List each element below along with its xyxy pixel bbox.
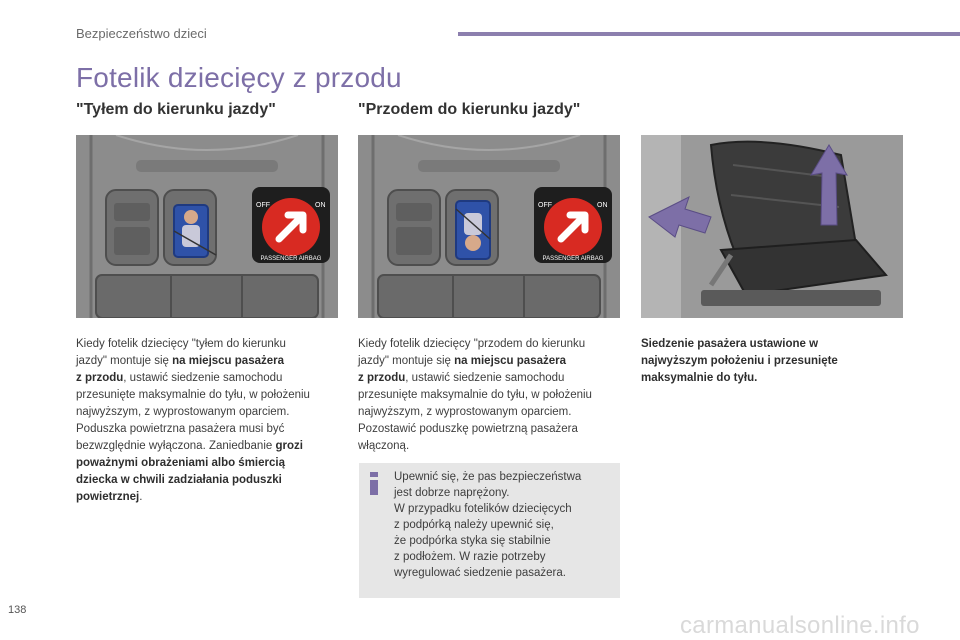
text-line bbox=[76, 353, 338, 370]
text-line bbox=[358, 387, 620, 404]
text-run: Poduszka powietrzna pasażera musi być bbox=[76, 423, 285, 435]
bold-run: na miejscu pasażera bbox=[454, 355, 567, 367]
text-line bbox=[358, 438, 620, 455]
car-interior-rear-facing-svg bbox=[76, 135, 338, 318]
illustration-forward-facing bbox=[358, 135, 620, 318]
airbag-off-icon bbox=[252, 187, 330, 263]
text-seat-caption bbox=[641, 336, 903, 387]
text-run: Pozostawić poduszkę powietrzną pasażera bbox=[358, 423, 578, 435]
info-line: z podpórką należy upewnić się, bbox=[394, 519, 554, 531]
text-line bbox=[76, 387, 338, 404]
airbag-off-label: OFF bbox=[256, 202, 270, 209]
text-run: . bbox=[139, 491, 143, 503]
text-line bbox=[358, 336, 620, 353]
airbag-on-icon bbox=[534, 187, 612, 263]
info-line: Upewnić się, że pas bezpieczeństwa bbox=[394, 471, 582, 483]
airbag-ring-text: PASSENGER AIRBAG bbox=[542, 256, 604, 262]
text-line bbox=[76, 455, 338, 472]
airbag-on-label: ON bbox=[315, 202, 326, 209]
info-line: W przypadku fotelików dziecięcych bbox=[394, 503, 572, 515]
text-line bbox=[76, 421, 338, 438]
text-forward-facing bbox=[358, 336, 620, 455]
info-text bbox=[394, 469, 614, 581]
info-line: wyregulować siedzenie pasażera. bbox=[394, 567, 566, 579]
text-run: jazdy" montuje się bbox=[358, 355, 455, 367]
text-line bbox=[76, 370, 338, 387]
bold-run: grozi bbox=[275, 440, 303, 452]
bold-run: z przodu bbox=[76, 372, 124, 384]
watermark: carmanualsonline.info bbox=[680, 612, 920, 639]
bold-run: na miejscu pasażera bbox=[172, 355, 285, 367]
text-line bbox=[641, 370, 903, 387]
child-figure bbox=[465, 235, 481, 251]
text-run: , ustawić siedzenie samochodu bbox=[405, 372, 565, 384]
section-label: Bezpieczeństwo dzieci bbox=[76, 26, 207, 41]
text-line bbox=[358, 404, 620, 421]
car-interior-forward-facing-svg bbox=[358, 135, 620, 318]
airbag-ring-text: PASSENGER AIRBAG bbox=[260, 256, 322, 262]
text-run: najwyższym, z wyprostowanym oparciem. bbox=[76, 406, 290, 418]
illustration-rear-facing bbox=[76, 135, 338, 318]
heading-forward-facing: "Przodem do kierunku jazdy" bbox=[358, 101, 581, 118]
page-title: Fotelik dziecięcy z przodu bbox=[76, 62, 402, 93]
text-line bbox=[76, 404, 338, 421]
text-run: przesunięte maksymalnie do tyłu, w położeniu bbox=[358, 389, 592, 401]
bold-run: powietrznej bbox=[76, 491, 140, 503]
airbag-on-label: ON bbox=[597, 202, 608, 209]
text-run: najwyższym, z wyprostowanym oparciem. bbox=[358, 406, 572, 418]
illustration-seat-adjustment bbox=[641, 135, 903, 318]
text-line bbox=[358, 353, 620, 370]
text-line bbox=[76, 489, 338, 506]
bold-run: z przodu bbox=[358, 372, 406, 384]
bold-run: Siedzenie pasażera ustawione w bbox=[641, 338, 819, 350]
info-box bbox=[359, 463, 620, 598]
bold-run: najwyższym położeniu i przesunięte bbox=[641, 355, 838, 367]
text-run: Kiedy fotelik dziecięcy "tyłem do kierunku bbox=[76, 338, 286, 350]
bold-run: poważnymi obrażeniami albo śmiercią bbox=[76, 457, 285, 469]
text-run: przesunięte maksymalnie do tyłu, w położeniu bbox=[76, 389, 310, 401]
bold-run: maksymalnie do tyłu. bbox=[641, 372, 758, 384]
info-line: że podpórka styka się stabilnie bbox=[394, 535, 551, 547]
text-line bbox=[641, 336, 903, 353]
info-icon bbox=[367, 471, 381, 495]
text-line bbox=[76, 336, 338, 353]
text-line bbox=[76, 472, 338, 489]
airbag-off-label: OFF bbox=[538, 202, 552, 209]
text-line bbox=[641, 353, 903, 370]
passenger-seat-svg bbox=[641, 135, 903, 318]
header-accent-rule bbox=[458, 32, 960, 36]
info-line: jest dobrze naprężony. bbox=[394, 487, 510, 499]
text-run: włączoną. bbox=[358, 440, 410, 452]
text-line bbox=[358, 370, 620, 387]
text-run: , ustawić siedzenie samochodu bbox=[123, 372, 283, 384]
bold-run: dziecka w chwili zadziałania poduszki bbox=[76, 474, 282, 486]
text-run: jazdy" montuje się bbox=[76, 355, 173, 367]
info-line: z podłożem. W razie potrzeby bbox=[394, 551, 546, 563]
heading-rear-facing: "Tyłem do kierunku jazdy" bbox=[76, 101, 276, 118]
text-rear-facing bbox=[76, 336, 338, 506]
text-run: bezwzględnie wyłączona. Zaniedbanie bbox=[76, 440, 276, 452]
page-number: 138 bbox=[8, 604, 27, 616]
text-run: Kiedy fotelik dziecięcy "przodem do kierunku bbox=[358, 338, 586, 350]
child-figure bbox=[184, 210, 198, 224]
text-line bbox=[76, 438, 338, 455]
text-line bbox=[358, 421, 620, 438]
